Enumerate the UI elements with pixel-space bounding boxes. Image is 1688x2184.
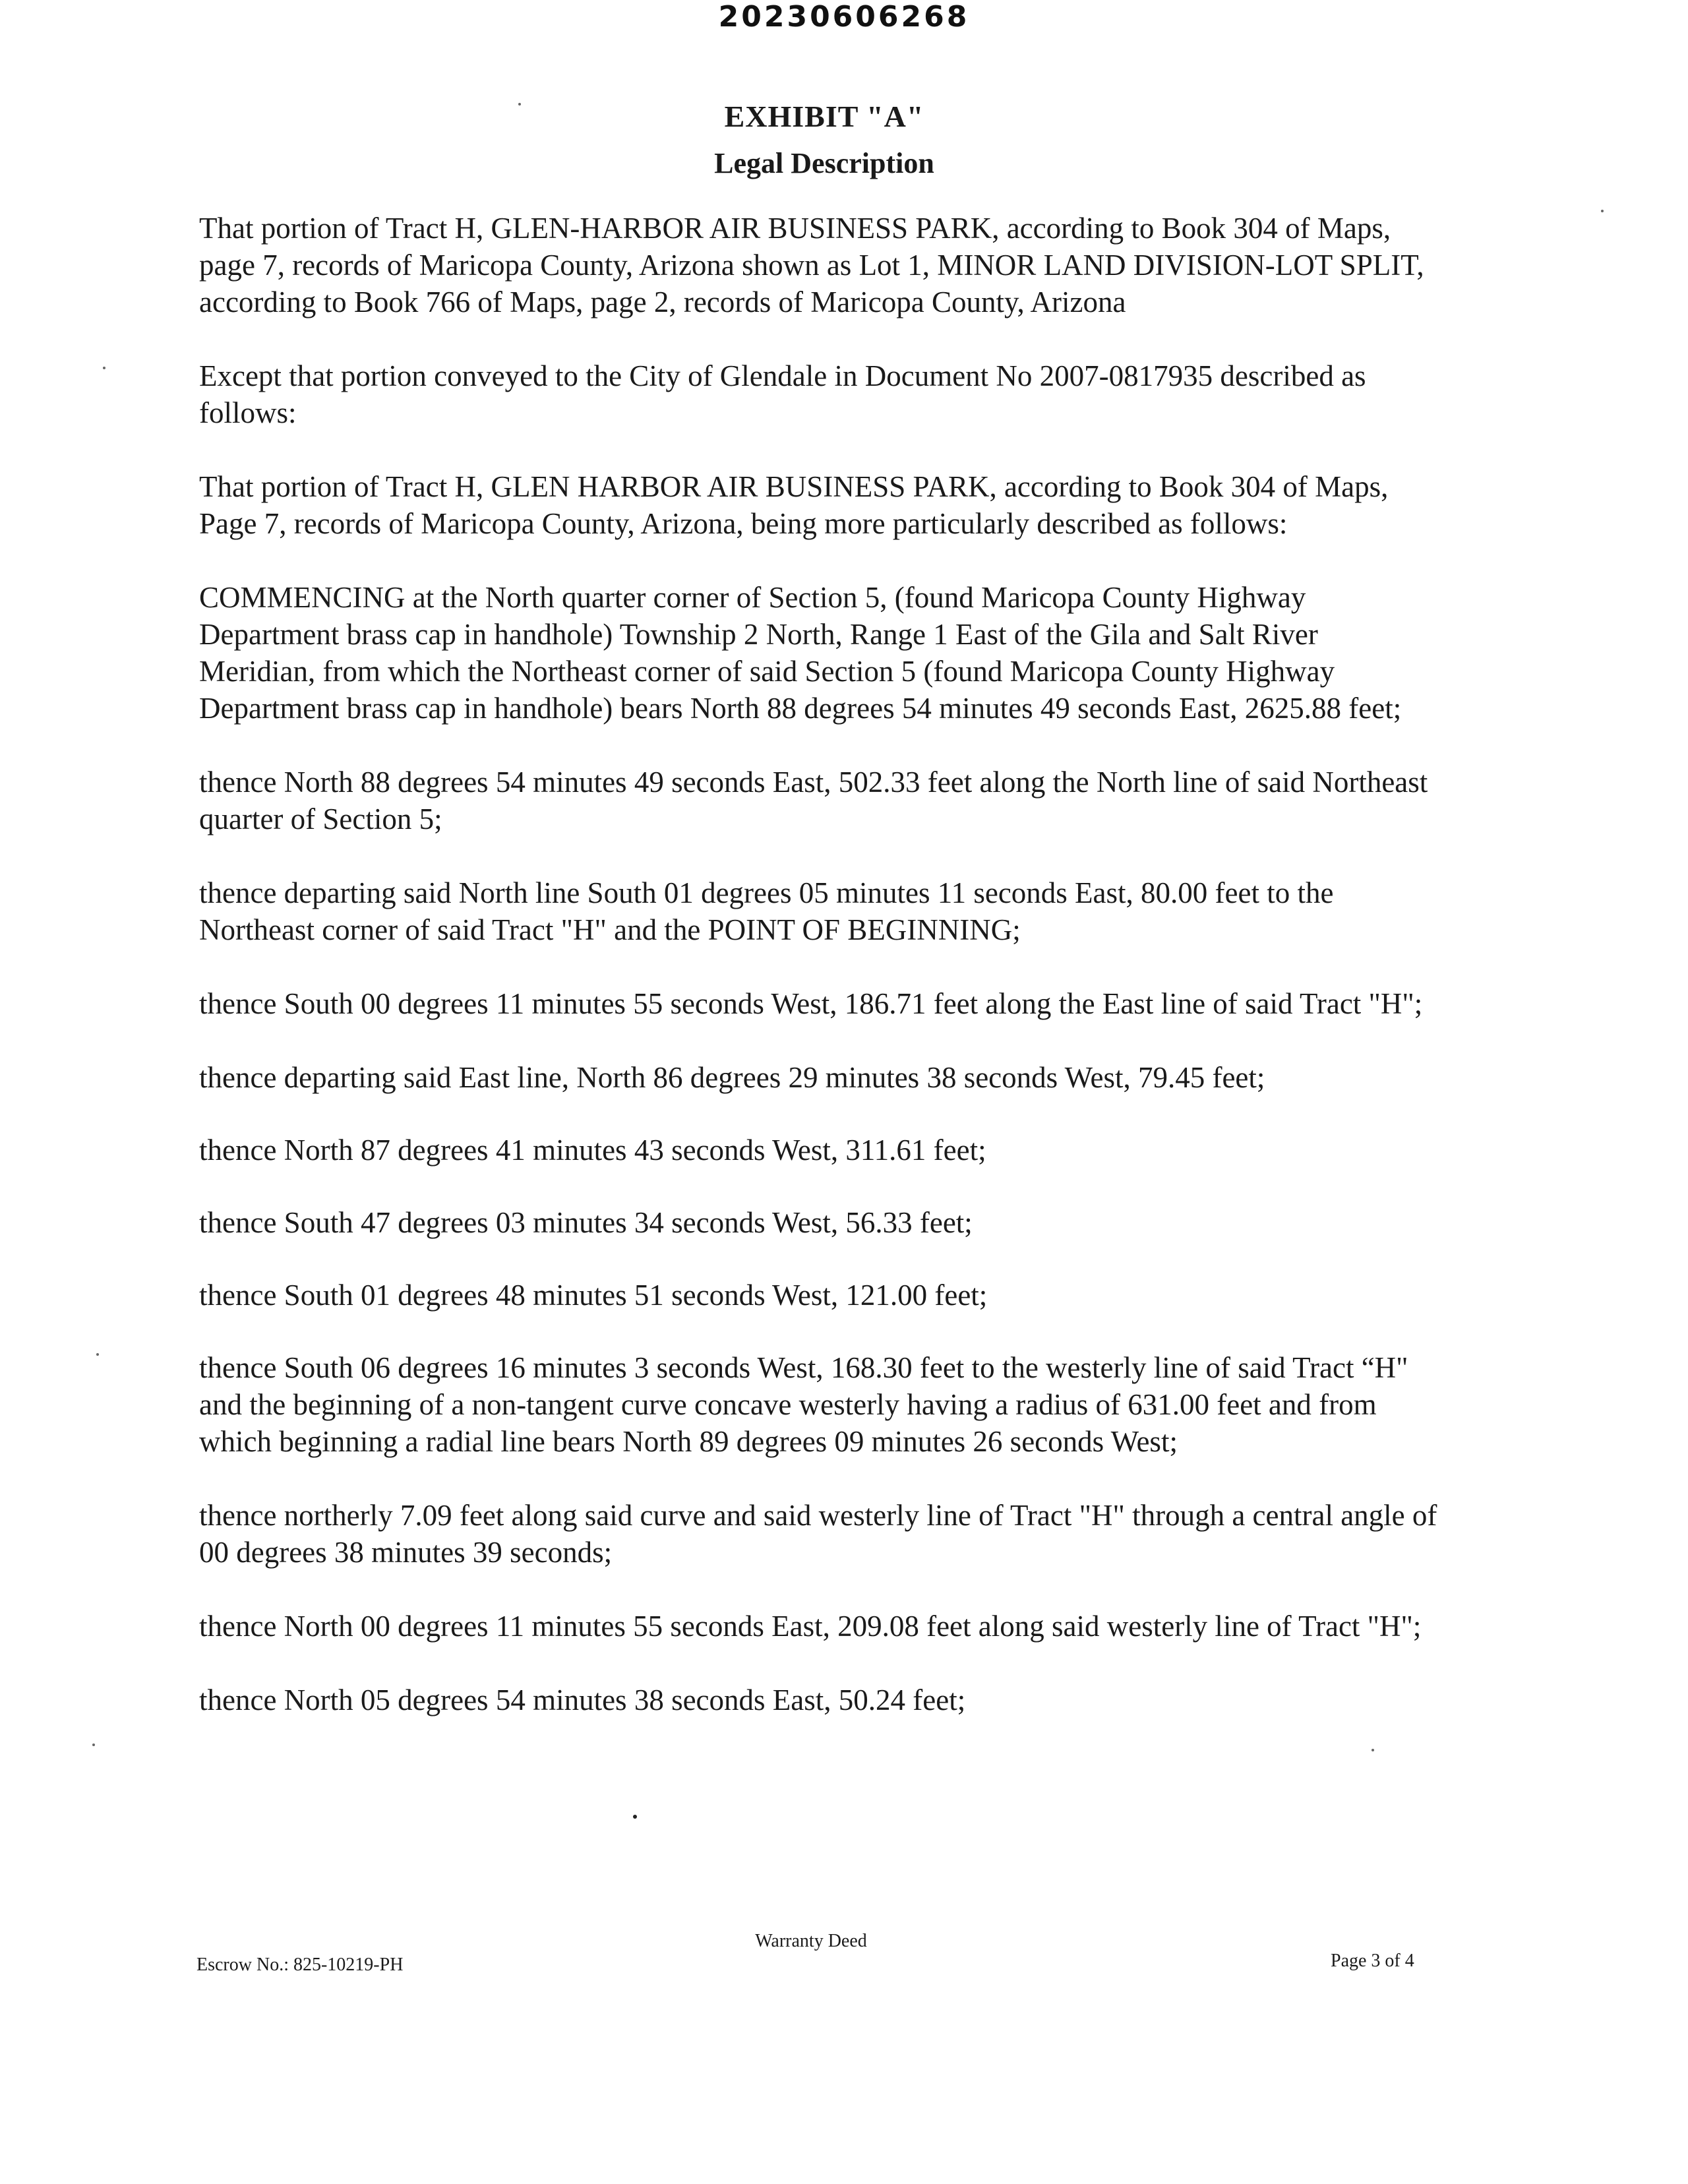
footer-document-type: Warranty Deed bbox=[755, 1931, 867, 1951]
paragraph: thence South 47 degrees 03 minutes 34 seconds West, 56.33 feet; bbox=[199, 1206, 973, 1239]
exhibit-title: EXHIBIT "A" bbox=[724, 100, 924, 133]
scan-speck bbox=[92, 1744, 95, 1746]
scan-speck bbox=[103, 367, 106, 369]
paragraph: thence South 00 degrees 11 minutes 55 seconds West, 186.71 feet along the East line of said Tract "H"; bbox=[199, 987, 1423, 1020]
paragraph: Except that portion conveyed to the City of Glendale in Document No 2007-0817935 described as follows: bbox=[199, 359, 1366, 429]
footer-page-number: Page 3 of 4 bbox=[1331, 1951, 1414, 1971]
scan-speck bbox=[633, 1815, 637, 1819]
paragraph: thence departing said East line, North 86 degrees 29 minutes 38 seconds West, 79.45 feet; bbox=[199, 1061, 1265, 1094]
paragraph: thence North 87 degrees 41 minutes 43 seconds West, 311.61 feet; bbox=[199, 1134, 986, 1167]
paragraph: That portion of Tract H, GLEN HARBOR AIR BUSINESS PARK, according to Book 304 of Maps, Page 7, records of Maricopa County, Arizona, being more particularly described as follows: bbox=[199, 470, 1389, 540]
paragraph: That portion of Tract H, GLEN-HARBOR AIR BUSINESS PARK, according to Book 304 of Maps, page 7, records of Maricopa County, Arizona shown as Lot 1, MINOR LAND DIVISION-LOT SPLIT, according to Book 766 of Maps, page 2, records of Maricopa County, Arizona bbox=[199, 212, 1424, 318]
scan-speck bbox=[518, 103, 521, 106]
paragraph: COMMENCING at the North quarter corner of Section 5, (found Maricopa County Highway Department brass cap in handhole) Township 2 North, Range 1 East of the Gila and Salt River Meridian, from which the Northeast corner of said Section 5 (found Maricopa County Highway Department brass cap in handhole) bears North 88 degrees 54 minutes 49 seconds East, 2625.88 feet; bbox=[199, 581, 1402, 725]
legal-description-body bbox=[199, 210, 1439, 1754]
paragraph: thence departing said North line South 01 degrees 05 minutes 11 seconds East, 80.00 feet to the Northeast corner of said Tract "H" and the POINT OF BEGINNING; bbox=[199, 876, 1334, 946]
paragraph: thence North 88 degrees 54 minutes 49 seconds East, 502.33 feet along the North line of said Northeast quarter of Section 5; bbox=[199, 766, 1428, 835]
legal-description-heading: Legal Description bbox=[714, 147, 934, 179]
scan-speck bbox=[1372, 1749, 1374, 1751]
paragraph: thence South 06 degrees 16 minutes 3 seconds West, 168.30 feet to the westerly line of said Tract “H" and the beginning of a non-tangent curve concave westerly having a radius of 631.00 feet and from which beginning a radial line bears North 89 degrees 09 minutes 26 seconds West; bbox=[199, 1351, 1408, 1458]
paragraph: thence North 05 degrees 54 minutes 38 seconds East, 50.24 feet; bbox=[199, 1684, 966, 1716]
scan-speck bbox=[96, 1353, 99, 1356]
recording-number: 20230606268 bbox=[718, 0, 970, 34]
scan-speck bbox=[1601, 210, 1604, 212]
paragraph: thence northerly 7.09 feet along said curve and said westerly line of Tract "H" through a central angle of 00 degrees 38 minutes 39 seconds; bbox=[199, 1499, 1437, 1569]
paragraph: thence South 01 degrees 48 minutes 51 seconds West, 121.00 feet; bbox=[199, 1279, 988, 1312]
footer-escrow-number: Escrow No.: 825-10219-PH bbox=[196, 1955, 404, 1975]
paragraph: thence North 00 degrees 11 minutes 55 seconds East, 209.08 feet along said westerly line of Tract "H"; bbox=[199, 1610, 1422, 1643]
